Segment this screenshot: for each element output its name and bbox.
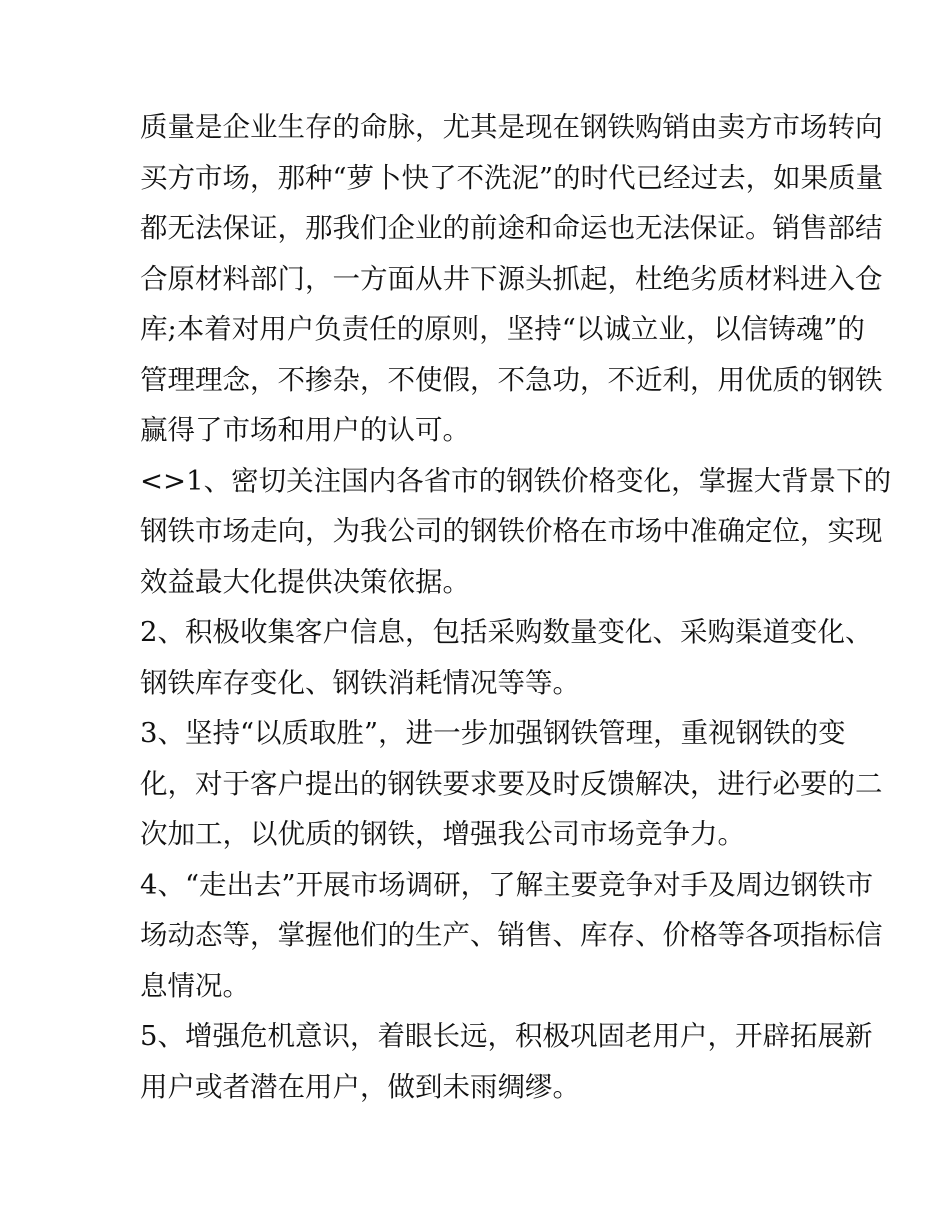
text-line: 库;本着对用户负责任的原则，坚持“以诚立业，以信铸魂”的 xyxy=(140,313,865,345)
text-line: 息情况。 xyxy=(140,969,250,1002)
text-line: 都无法保证，那我们企业的前途和命运也无法保证。销售部结 xyxy=(140,212,883,244)
list-item-4 xyxy=(140,860,883,1012)
text-line: 钢铁市场走向，为我公司的钢铁价格在市场中准确定位，实现 xyxy=(140,515,883,547)
text-line: 管理理念，不掺杂，不使假，不急功，不近利，用优质的钢铁 xyxy=(140,363,883,396)
text-line: 合原材料部门，一方面从井下源头抓起，杜绝劣质材料进入仓 xyxy=(140,262,883,295)
text-line: 赢得了市场和用户的认可。 xyxy=(140,414,470,446)
text-line: 买方市场，那种“萝卜快了不洗泥”的时代已经过去，如果质量 xyxy=(140,161,884,194)
text-line: 次加工，以优质的钢铁，增强我公司市场竞争力。 xyxy=(140,818,745,850)
paragraph-intro xyxy=(140,102,884,456)
text-line: 场动态等，掌握他们的生产、销售、库存、价格等各项指标信 xyxy=(140,919,883,951)
document-body xyxy=(140,102,892,1112)
text-line: 5、增强危机意识，着眼长远，积极巩固老用户，开辟拓展新 xyxy=(140,1020,873,1052)
text-line: <>1、密切关注国内各省市的钢铁价格变化，掌握大背景下的 xyxy=(140,464,892,497)
text-line: 效益最大化提供决策依据。 xyxy=(140,565,470,598)
list-item-2 xyxy=(140,607,873,708)
text-line: 钢铁库存变化、钢铁消耗情况等等。 xyxy=(140,666,580,699)
text-line: 4、“走出去”开展市场调研，了解主要竞争对手及周边钢铁市 xyxy=(140,868,874,901)
text-line: 质量是企业生存的命脉，尤其是现在钢铁购销由卖方市场转向 xyxy=(140,111,883,143)
list-item-3 xyxy=(140,708,883,860)
list-item-1 xyxy=(140,456,892,608)
text-line: 3、坚持“以质取胜”，进一步加强钢铁管理，重视钢铁的变 xyxy=(140,717,846,749)
text-line: 化，对于客户提出的钢铁要求要及时反馈解决，进行必要的二 xyxy=(140,767,883,800)
list-item-5 xyxy=(140,1011,873,1112)
text-line: 用户或者潜在用户，做到未雨绸缪。 xyxy=(140,1070,580,1103)
text-line: 2、积极收集客户信息，包括采购数量变化、采购渠道变化、 xyxy=(140,616,873,648)
